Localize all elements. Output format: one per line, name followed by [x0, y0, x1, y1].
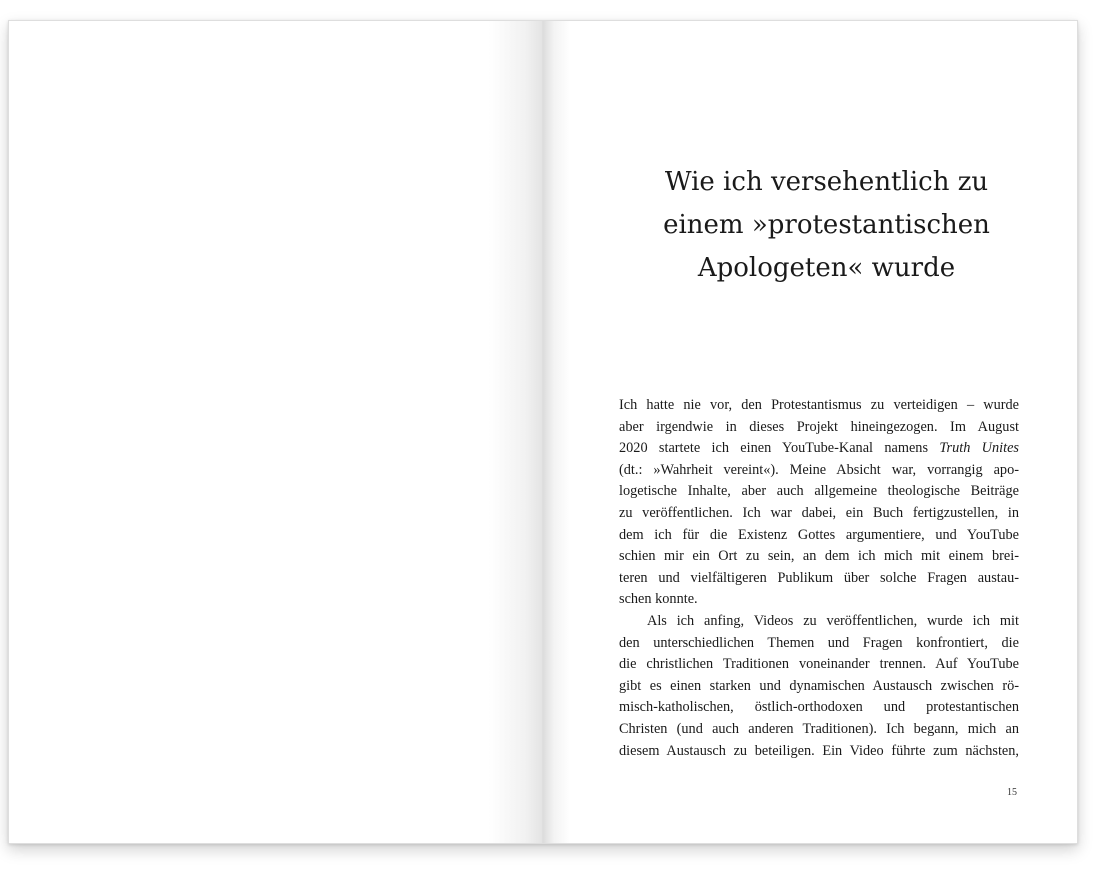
left-page-blank — [8, 20, 543, 844]
right-page — [543, 20, 1078, 844]
text-line: den unterschiedlichen Themen und Fragen konfrontiert, die — [619, 634, 1019, 651]
text-line: dem ich für die Existenz Gottes argumentiere, und YouTube — [619, 526, 1019, 543]
text-line: diesem Austausch zu beteiligen. Ein Video führte zum nächsten, — [619, 742, 1019, 759]
text-line: logetische Inhalte, aber auch allgemeine theologische Beiträge — [619, 483, 1019, 500]
chapter-title-line: Apologeten« wurde — [697, 253, 956, 283]
text-line: misch-katholischen, östlich-orthodoxen und protestantischen — [619, 699, 1019, 716]
text-line: die christlichen Traditionen voneinander trennen. Auf YouTube — [619, 656, 1019, 673]
text-line: Ich hatte nie vor, den Protestantismus zu verteidigen – wurde — [619, 397, 1019, 413]
text-line: teren und vielfältigeren Publikum über solche Fragen austau- — [619, 569, 1019, 586]
page-number: 15 — [1007, 787, 1017, 798]
channel-name: Truth Unites — [939, 440, 1019, 457]
chapter-title-line: einem »protestantischen — [663, 210, 990, 240]
chapter-title — [613, 161, 1040, 290]
text-line: schen konnte. — [619, 591, 698, 608]
text-fragment: 2020 startete ich einen YouTube-Kanal namens — [619, 440, 940, 457]
text-line: Christen (und auch anderen Traditionen). Ich begann, mich an — [619, 720, 1019, 737]
text-line: gibt es einen starken und dynamischen Austausch zwischen rö- — [619, 677, 1019, 694]
text-line: Als ich anfing, Videos zu veröffentlichen, wurde ich mit — [647, 612, 1019, 629]
chapter-title-line: Wie ich versehentlich zu — [664, 167, 989, 197]
text-line: aber irgendwie in dieses Projekt hineingezogen. Im August — [619, 418, 1019, 435]
text-line: zu veröffentlichen. Ich war dabei, ein Buch fertigzustellen, in — [619, 504, 1019, 521]
book-spread — [8, 20, 1078, 844]
paragraph-2 — [619, 611, 1019, 762]
paragraph-1 — [619, 395, 1019, 611]
text-line: (dt.: »Wahrheit vereint«). Meine Absicht war, vorrangig apo- — [619, 461, 1019, 478]
text-line: schien mir ein Ort zu sein, an dem ich mich mit einem brei- — [619, 548, 1019, 565]
body-text — [619, 395, 1019, 762]
text-line — [619, 438, 1019, 460]
